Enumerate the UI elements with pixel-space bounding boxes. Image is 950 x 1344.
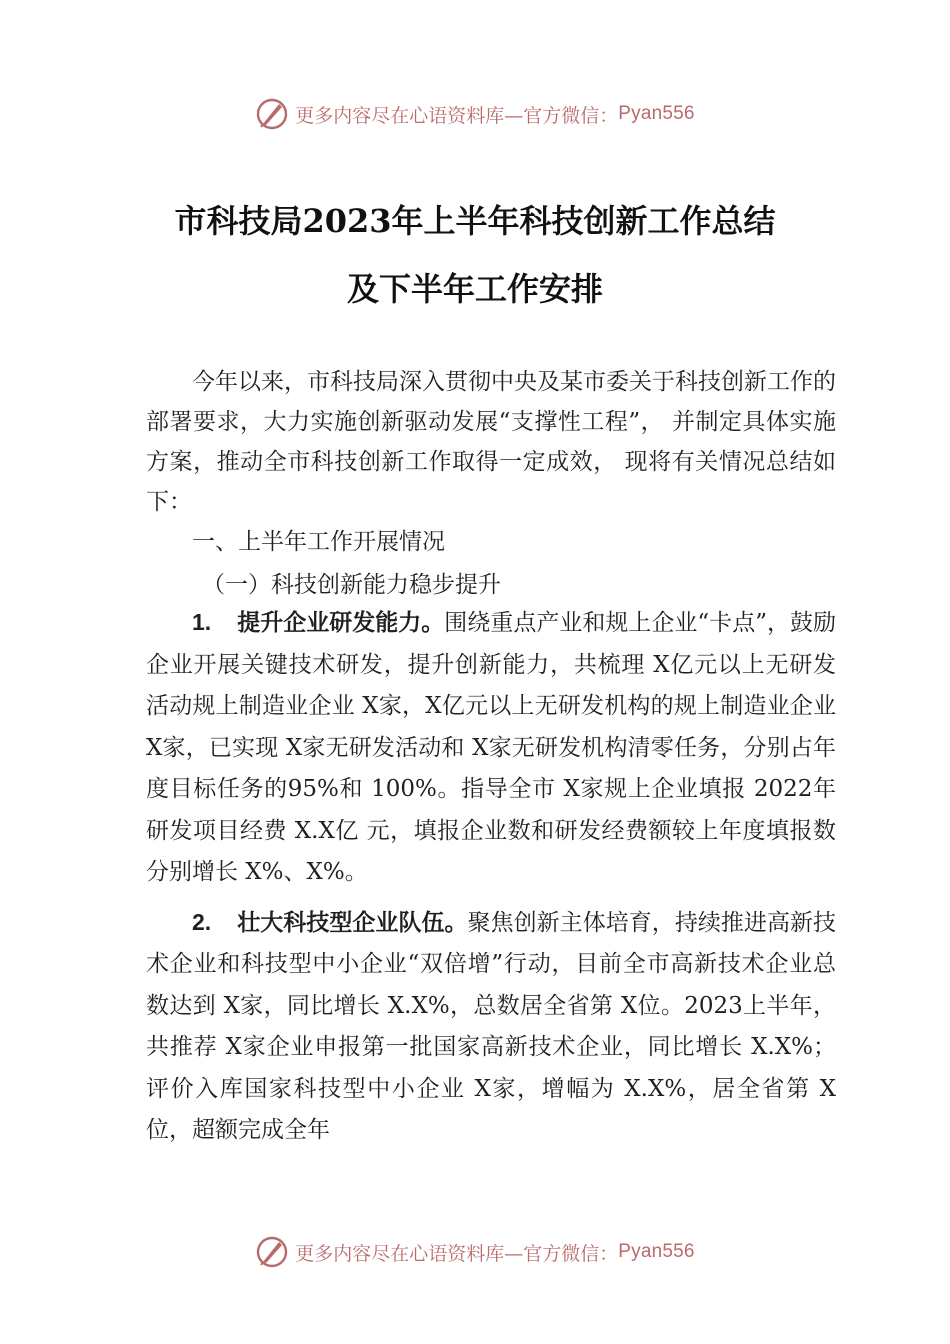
banner-text: 更多内容尽在心语资料库—官方微信： [295, 1242, 619, 1265]
item-2-number: 2. [192, 908, 212, 935]
quill-pen-logo-icon [255, 1235, 289, 1269]
subsection-heading: （一）科技创新能力稳步提升 [202, 572, 501, 598]
banner-wechat-id: Pyan556 [618, 103, 695, 124]
item-1-paragraph [146, 602, 836, 894]
header-banner [0, 94, 950, 134]
document-body [146, 362, 836, 1152]
banner-wechat-id: Pyan556 [618, 1241, 695, 1262]
document-title-line2: 及下半年工作安排 [346, 270, 603, 308]
item-1-text: 围绕重点产业和规上企业“卡点”，鼓励企业开展关键技术研发，提升创新能力，共梳理 X亿元以上无研发活动规上制造业企业 X家，X亿元以上无研发机构的规上制造业企业 X家，已实现 X家无研发活动和 X家无研发机构清零任务，分别占年度目标任务的95%和 100%。指导全市 X家规上企业填报 2022年研发项目经费 X.X亿 元，填报企业数和研发经费额较上年度填报数分别增长 X%、X%。 [146, 610, 836, 885]
item-1-lead: 提升企业研发能力。 [237, 610, 445, 636]
item-2-paragraph [146, 902, 836, 1152]
item-2-lead: 壮大科技型企业队伍。 [237, 909, 468, 936]
document-title-line1: 市科技局2023年上半年科技创新工作总结 [174, 202, 776, 240]
section-heading: 一、上半年工作开展情况 [192, 529, 445, 555]
intro-paragraph: 今年以来，市科技局深入贯彻中央及某市委关于科技创新工作的部署要求，大力实施创新驱动发展“支撑性工程”， 并制定具体实施方案，推动全市科技创新工作取得一定成效， 现将有关情况总结如下： [146, 369, 836, 515]
footer-banner [0, 1232, 950, 1272]
item-2-text: 聚焦创新主体培育，持续推进高新技术企业和科技型中小企业“双倍增”行动，目前全市高新技术企业总数达到 X家，同比增长 X.X%，总数居全省第 X位。2023上半年，共推荐 X家企业申报第一批国家高新技术企业，同比增长 X.X%；评价入库国家科技型中小企业 X家，增幅为 X.X%，居全省第 X位，超额完成全年 [146, 909, 836, 1143]
item-1-number: 1. [192, 609, 212, 635]
banner-text: 更多内容尽在心语资料库—官方微信： [295, 104, 619, 127]
quill-pen-logo-icon [255, 97, 289, 131]
